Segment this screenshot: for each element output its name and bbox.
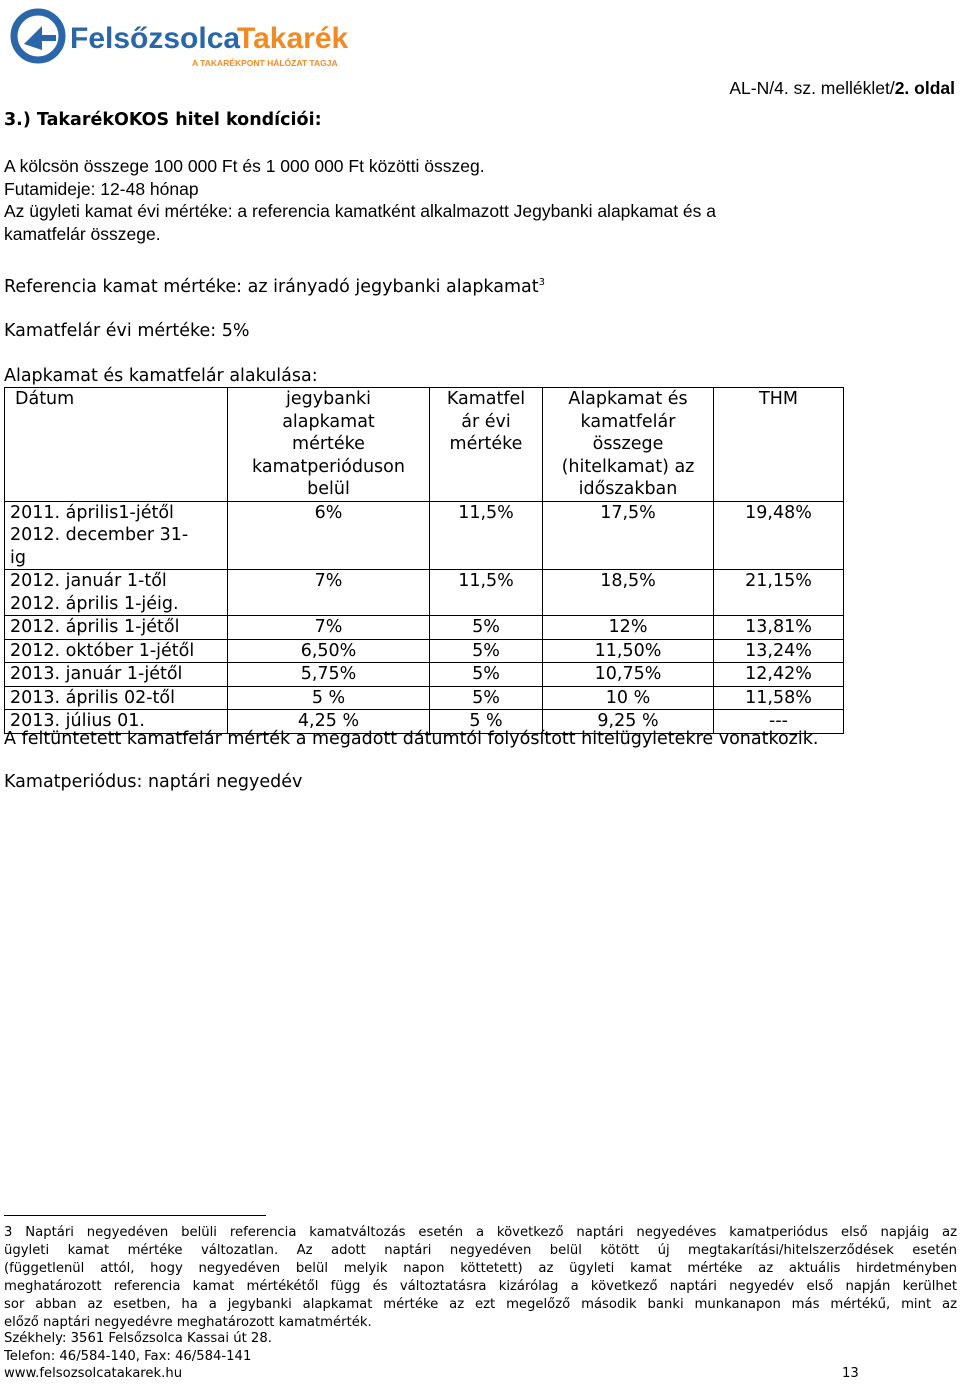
date-line: 2012. december 31- (10, 525, 189, 545)
header-line: ár évi (461, 411, 511, 432)
cell-base-rate: 5,75% (228, 663, 430, 687)
footer-phone: Telefon: 46/584-140, Fax: 46/584-141 (4, 1348, 252, 1364)
cell-total-rate: 11,50% (543, 639, 714, 663)
cell-margin: 5% (430, 616, 543, 640)
bank-logo (4, 4, 354, 72)
header-line: (hitelkamat) az (561, 456, 695, 477)
cell-total-rate: 12% (543, 616, 714, 640)
interest-period: Kamatperiódus: naptári negyedév (4, 772, 303, 792)
doc-ref-prefix: AL-N/4. sz. melléklet/ (729, 78, 895, 98)
logo-brand-part1: Felsőzsolca (70, 22, 241, 55)
cell-thm: 13,24% (714, 639, 844, 663)
header-date (5, 388, 228, 502)
date-line: 2012. október 1-jétől (10, 640, 195, 661)
cell-base-rate: 4,25 % (228, 710, 430, 734)
cell-thm: 21,15% (714, 570, 844, 616)
section-title: 3.) TakarékOKOS hitel kondíciói: (4, 110, 322, 130)
margin-rate: Kamatfelár évi mértéke: 5% (4, 321, 250, 341)
table-note: A feltüntetett kamatfelár mérték a megadott dátumtól folyósított hitelügyletekre vonatkozik. (4, 729, 819, 749)
intro-line: kamatfelár összege. (4, 223, 161, 244)
date-line: ig (10, 547, 26, 568)
footnote-line: ügyleti kamat mértéke változatlan. Az adott naptári negyedéven belül kötött új megtakarítási/hitelszerződések esetén (4, 1243, 957, 1258)
cell-thm: 19,48% (714, 501, 844, 570)
table-row (5, 501, 844, 570)
cell-total-rate: 10 % (543, 686, 714, 710)
cell-thm: 11,58% (714, 686, 844, 710)
cell-margin: 11,5% (430, 570, 543, 616)
header-margin (430, 388, 543, 502)
date-line: 2013. április 02-től (10, 687, 175, 708)
table-row (5, 686, 844, 710)
cell-date (5, 686, 228, 710)
header-line: belül (307, 479, 350, 499)
cell-date (5, 570, 228, 616)
header-line: kamatperióduson (252, 456, 405, 477)
cell-base-rate: 6,50% (228, 639, 430, 663)
cell-margin: 5% (430, 639, 543, 663)
table-row (5, 616, 844, 640)
header-thm (714, 388, 844, 502)
intro-line: Futamideje: 12-48 hónap (4, 178, 199, 199)
footnote-divider (4, 1215, 266, 1216)
cell-margin: 11,5% (430, 501, 543, 570)
footnote-line: előző naptári negyedévre meghatározott kamatmérték. (4, 1315, 372, 1330)
table-row (5, 639, 844, 663)
cell-date (5, 501, 228, 570)
header-base-rate (228, 388, 430, 502)
cell-margin: 5% (430, 686, 543, 710)
rates-table-body (5, 388, 844, 734)
table-row (5, 570, 844, 616)
header-line: jegybanki (285, 389, 371, 409)
cell-total-rate: 10,75% (543, 663, 714, 687)
cell-date (5, 639, 228, 663)
date-line: 2013. július 01. (10, 711, 145, 731)
intro-line: Az ügyleti kamat évi mértéke: a referencia kamatként alkalmazott Jegybanki alapkamat és a (4, 201, 717, 221)
intro-line: A kölcsön összege 100 000 Ft és 1 000 000 Ft közötti összeg. (4, 156, 485, 176)
logo-brand-part2: Takarék (237, 22, 349, 55)
footer-address: Székhely: 3561 Felsőzsolca Kassai út 28. (4, 1331, 272, 1346)
reference-rate-text: Referencia kamat mértéke: az irányadó jegybanki alapkamat (4, 277, 539, 297)
footer (4, 1330, 272, 1383)
cell-thm: 12,42% (714, 663, 844, 687)
header-line: Alapkamat és (568, 389, 688, 409)
page-number: 13 (842, 1366, 859, 1381)
header-line: mértéke (449, 434, 523, 454)
cell-base-rate: 6% (228, 501, 430, 570)
date-line: 2011. április1-jétől (10, 502, 174, 523)
cell-thm: 13,81% (714, 616, 844, 640)
header-line: THM (759, 389, 798, 409)
doc-ref-page: 2. oldal (894, 78, 955, 98)
footnote-line: 3 Naptári negyedéven belüli referencia kamatváltozás esetén a következő naptári negyedéves kamatperiódus első napjáig az (4, 1225, 957, 1240)
cell-date (5, 663, 228, 687)
cell-total-rate: 17,5% (543, 501, 714, 570)
header-line: időszakban (578, 479, 678, 499)
cell-base-rate: 7% (228, 616, 430, 640)
header-line: összege (592, 434, 664, 454)
footnote-mark: 3 (538, 277, 545, 288)
cell-base-rate: 7% (228, 570, 430, 616)
reference-rate (4, 276, 545, 298)
document-reference (729, 78, 955, 99)
footnote (4, 1224, 957, 1332)
header-line: mértéke (292, 434, 365, 454)
header-line: kamatfelár (580, 411, 676, 432)
footer-website[interactable]: www.felsozsolcatakarek.hu (4, 1366, 183, 1381)
header-line: alapkamat (282, 411, 375, 432)
cell-date (5, 616, 228, 640)
footnote-line: (függetlenül attól, hogy negyedéven belül melyik napon köttetett) az ügyleti kamat mértéke az aktuális hirdetményben (4, 1261, 957, 1276)
cell-base-rate: 5 % (228, 686, 430, 710)
table-header-row (5, 388, 844, 502)
header-line: Dátum (15, 389, 75, 409)
rates-table (4, 387, 844, 734)
footnote-line: sor abban az esetben, ha a jegybanki alapkamat mértéke az ezt megelőző második banki munkanapon más mértékű, mint az (4, 1297, 957, 1312)
cell-total-rate: 18,5% (543, 570, 714, 616)
loan-intro (4, 155, 904, 245)
cell-margin: 5 % (430, 710, 543, 734)
date-line: 2012. április 1-jétől (10, 617, 180, 637)
date-line: 2012. április 1-jéig. (10, 593, 179, 614)
cell-total-rate: 9,25 % (543, 710, 714, 734)
date-line: 2013. január 1-jétől (10, 664, 183, 684)
header-line: Kamatfel (446, 389, 526, 409)
table-row (5, 663, 844, 687)
table-caption: Alapkamat és kamatfelár alakulása: (4, 366, 318, 386)
logo-tagline: A TAKARÉKPONT HÁLÓZAT TAGJA (192, 58, 338, 68)
cell-margin: 5% (430, 663, 543, 687)
footnote-line: meghatározott referencia kamat mértékétől függ és változtatásra kizárólag a következő naptári negyedév első napján kerülhet (4, 1279, 957, 1294)
header-total-rate (543, 388, 714, 502)
cell-thm: --- (714, 710, 844, 734)
date-line: 2012. január 1-től (10, 571, 167, 591)
